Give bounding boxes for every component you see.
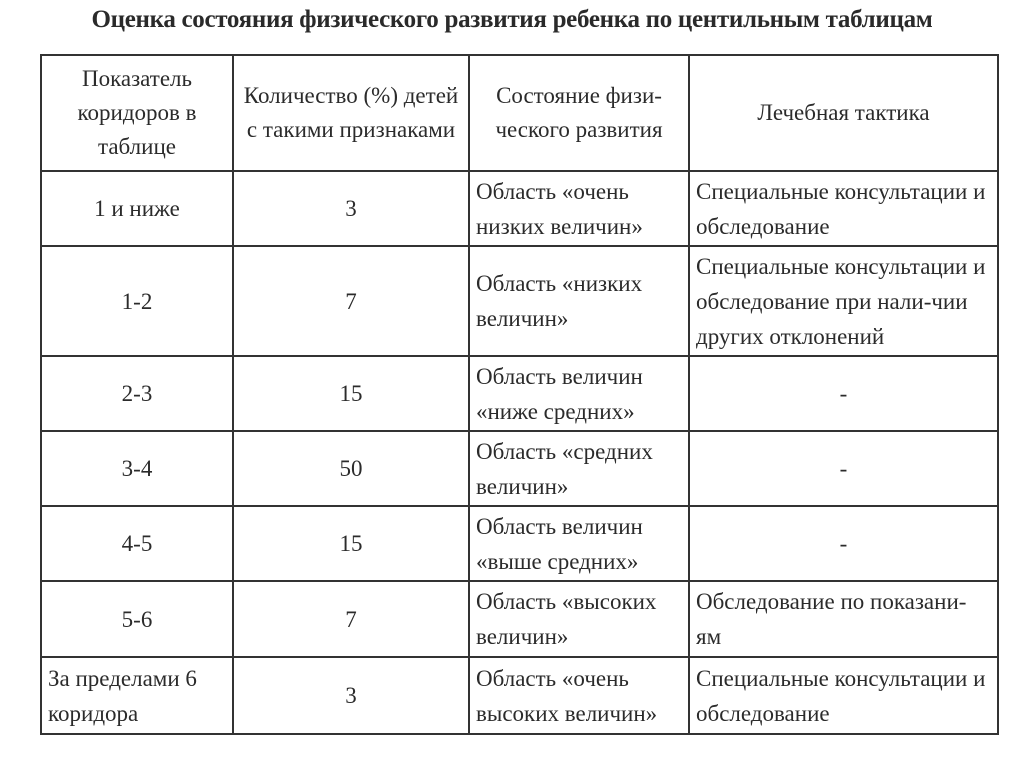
- table-row: [41, 581, 998, 657]
- state-cell: Область «средних величин»: [469, 431, 689, 506]
- tactic-dash-cell: -: [689, 431, 998, 506]
- header-percent: Количество (%) детей с такими признаками: [233, 55, 469, 171]
- corridor-cell: 3-4: [41, 431, 233, 506]
- tactic-cell: Специальные консультации и обследование при нали-чии других отклонений: [689, 246, 998, 356]
- corridor-cell: За пределами 6 коридора: [41, 657, 233, 734]
- state-cell: Область величин «выше средних»: [469, 506, 689, 581]
- state-cell: Область «высоких величин»: [469, 581, 689, 657]
- page-title: Оценка состояния физического развития ребенка по центильным таблицам: [91, 6, 933, 33]
- header-tactic: Лечебная тактика: [689, 55, 998, 171]
- table-header-row: [41, 55, 998, 171]
- corridor-cell: 1-2: [41, 246, 233, 356]
- header-corridor: Показатель коридоров в таблице: [41, 55, 233, 171]
- corridor-cell: 2-3: [41, 356, 233, 431]
- corridor-cell: 1 и ниже: [41, 171, 233, 246]
- table-row: [41, 356, 998, 431]
- percent-cell: 7: [233, 246, 469, 356]
- percent-cell: 50: [233, 431, 469, 506]
- table-row: [41, 506, 998, 581]
- table-row: [41, 431, 998, 506]
- table-row: [41, 246, 998, 356]
- table-row: [41, 171, 998, 246]
- state-cell: Область «очень высоких величин»: [469, 657, 689, 734]
- table-row: [41, 657, 998, 734]
- tactic-cell: Специальные консультации и обследование: [689, 171, 998, 246]
- tactic-dash-cell: -: [689, 356, 998, 431]
- tactic-cell: Обследование по показани-ям: [689, 581, 998, 657]
- percent-cell: 15: [233, 356, 469, 431]
- percent-cell: 15: [233, 506, 469, 581]
- percent-cell: 3: [233, 171, 469, 246]
- percent-cell: 7: [233, 581, 469, 657]
- corridor-cell: 5-6: [41, 581, 233, 657]
- state-cell: Область величин «ниже средних»: [469, 356, 689, 431]
- tactic-cell: Специальные консультации и обследование: [689, 657, 998, 734]
- corridor-cell: 4-5: [41, 506, 233, 581]
- centile-table: [40, 54, 999, 735]
- state-cell: Область «очень низких величин»: [469, 171, 689, 246]
- state-cell: Область «низких величин»: [469, 246, 689, 356]
- header-state: Состояние физи-ческого развития: [469, 55, 689, 171]
- tactic-dash-cell: -: [689, 506, 998, 581]
- percent-cell: 3: [233, 657, 469, 734]
